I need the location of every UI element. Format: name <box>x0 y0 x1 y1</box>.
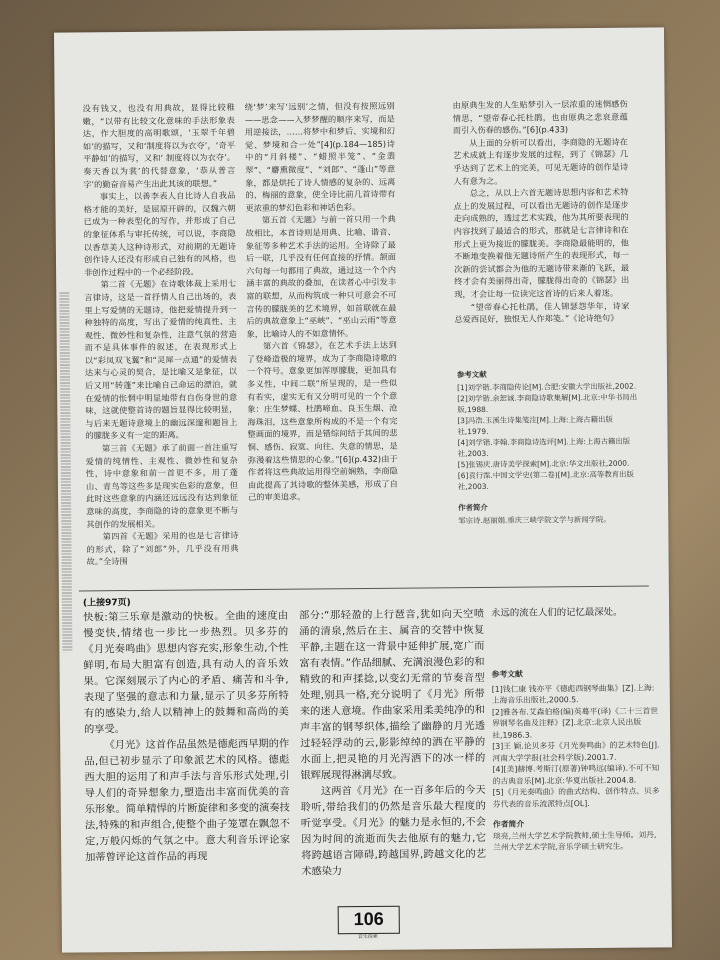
upper-column-1 <box>83 101 239 602</box>
paragraph: 部分:“那轻盈的上行琶音,犹如向天空喷涌的清泉,然后在主、属音的交替中恢复平静,主题在这一背景中延伸扩展,宽广而富有表情。”作品细腻、充满浪漫色彩的和精致的和声揉捻,以变幻无常的节奏音型处理,别具一格,充分说明了《月光》所带来的迷人意境。作曲家采用柔美纯净的和声丰富的钢琴织体,描绘了幽静的月光透过轻轻浮动的云,影影绰绰的洒在平静的水面上,把灵艳的月光泻洒下的冰一样的银辉展现得淋漓尽致。 <box>299 608 486 782</box>
paragraph: 第六首《锦瑟》，在艺术手法上达到了登峰造极的境界，成为了李商隐诗歌的一个符号。意象更加浑厚朦胧，更加具有多义性，中间二联”所呈现的，是一些似有若实，虚实无有又分明可见的一个个意象：庄生梦蝶、杜鹃啼血、良玉生烟、沧海珠泪，这些意象所构成的不是一个有完整画面的境界，而是错综间结于其间的悲恫、感伤、寂寞、向往、失意的情思，是弥漫着这些情思的心象。”[6](p.432)由于作者将这些典故运用得空前娴熟，李商隐由此提高了其诗歌的整体美感，形成了自己的审美追求。 <box>246 339 398 503</box>
reference-item: [1]钱仁康 钱亦平《德彪西钢琴曲集》[Z].上海:上海音乐出版社,2000.5. <box>491 682 655 705</box>
reference-item: [1]刘学锴.李商隐传论[M].合肥:安徽大学出版社,2002. <box>457 381 637 393</box>
paragraph: 从上面的分析可以看出，李商隐的无题诗在艺术成就上有逐步发展的过程，到了《锦瑟》几乎达到了艺术上的完美，可见无题诗的创作是诗人有意为之。 <box>453 136 629 186</box>
magazine-page <box>54 27 672 952</box>
paragraph: 事实上，以善李表人自比诗人自我品格才能的美好，是屈原开辟的，汉魏六朝已成为一种表型化的写作，并形成了自己的象征体系与审托传统，可以说，李商隐以香草美人这种诗形式，对前期的无题诗创作诗人还没有形成自己独有的风格，也非创作过程中的一个必经阶段。 <box>83 190 237 278</box>
paragraph: 没有钱又，也没有用典故，显得比较稚嫩，“以带有比较文化意味的手法形象表达，作大胆度的高明歌颂，‘玉翠千年碧如’的描写，又和‘制度将以为衣夺’，‘奇平平静如’的描写，又和‘ 制度将以为衣夺’。奏天香以为裳’的代替意象，‘恭从普言字’的勤奋音易产生出此其该的联想。” <box>82 102 236 189</box>
paragraph: 这两首《月光》在一百多年后的今天聆听,带给我们的仍然是音乐最大程度的听觉享受。《月光》的魅力是永恒的,不会因为时间的流逝而失去他原有的魅力,它将跨越语言障碍,跨越国界,跨越文化的艺术感染力 <box>300 784 487 878</box>
paragraph: 《月光》这首作品虽然是德彪西早期的作品,但已初步显示了印象派艺术的风格。德彪西大胆的运用了和声手法与音乐形式处理,引导人们的奇异想象力,塑造出丰富而优美的音乐形象。简单精悍的片断旋律和多变的演奏技法,特殊的和声组合,使整个曲子笼罩在飘忽不定,万般闪烁的气氛之中。意大利音乐评论家加蒂曾评论这首作品的再现 <box>84 738 291 864</box>
author-info: 琰亮,兰州大学艺术学院教师,硕士生导师。刘丹,兰州大学艺术学院,音乐学硕士研究生。 <box>492 829 657 852</box>
paragraph: 绕‘梦’来写‘远别’之情，但没有按照远别——思念——入梦梦醒的顺序来写，而是用逆接法，……将梦中和梦后、实境和幻觉、梦境和合一处”[4](p.184—185)诗中的“月斜楼”、“蜡照半笼”、“金翡翠”、“麝熏微度”、“刘郎”、“蓬山”等意象，都是烘托了诗人情感的复杂的、远离的、梅丽的意象，使全诗比前几首诗带有更浓重的梦幻色彩和神话色彩。 <box>244 100 396 213</box>
continued-label: (上接97页) <box>82 598 131 609</box>
author-heading: 作者简介 <box>492 819 525 829</box>
reference-item: [2]刘学锴.余恕诚.李商隐诗歌集解[M].北京:中华书局出版,1988. <box>457 392 638 415</box>
lower-column-1 <box>83 609 291 911</box>
paragraph: 第三首《无题》承了前面一首注重写爱情的纯情性、主观性、微妙性和复杂性，诗中意象和前一首更不多，用了蓬山、青鸟等这些多是现实色彩的意象，但此时这些意象的内涵还远远没有达到象征意味的高度，李商隐的诗的意象更不断与其创作的发展相关。 <box>85 442 239 530</box>
upper-column-3 <box>453 98 630 330</box>
upper-references <box>457 368 638 527</box>
reference-item: [5]张锡庆.唐诗美学探索[M].北京:华文出版社,2000. <box>457 458 630 470</box>
paragraph: 由原典生发的人生贴梦引入一层浓重的迷惘感伤情思，“望帝春心托杜鹃，也由原典之悲哀意蕴而引入伤春的感伤。”[6](p.433) <box>452 98 628 136</box>
reference-item: [5]《月光奏鸣曲》的曲式结构、创作特点、贝多芬代表的音乐流派特点[OL]. <box>492 786 660 809</box>
lower-column-3-text: 永远的流在人们的记忆最深处。 <box>491 606 623 619</box>
scan-edge-artifact <box>59 293 72 653</box>
reference-item: [4]刘学锴.李翰.李商隐诗选评[M].上海:上海古籍出版社,2003. <box>457 436 631 459</box>
paragraph: 快板:第三乐章是激动的快板。全曲的速度由慢变快,情绪也一步比一步热烈。贝多芬的《月光奏鸣曲》思想内容充实,形象生动,个性鲜明,布局大胆富有创造,具有动人的音乐效果。它深刻展示了内心的矛盾、痛苦和斗争,表现了坚强的意志和力量,显示了贝多芬所特有的感染力,给人以精神上的鼓舞和高尚的美的享受。 <box>83 610 289 736</box>
author-heading: 作者简介 <box>458 502 488 513</box>
paragraph: 第二首《无题》在诗歌体裁上采用七言律诗，这是一首抒情人自己出场的，表里上写爱情的无题诗，他把爱情提升到一种独特的高度，写出了爱情的纯真性、主观性、微妙性和复杂性，注意气氛的营造而不是具体事件的叙述，在表现形式上以“彩凤双飞翼”和“灵犀一点通”的爱情表达来与心灵的契合，是比喻又是象征，以后又用“转蓬”来比喻自己命运的漂泊，就在爱情的怅惘中明显地带有自伤身世的意味，这就使整首诗的题旨显得比较明显，与后来无题诗意境上的幽远深邃和题旨上的朦胧多义有一定的距离。 <box>84 278 238 441</box>
paragraph: 第五首《无题》与前一首只用一个典故相比，本首诗则是用典、比喻、谐音、象征等多种艺术手法的运用。全诗除了最后一联，几乎没有任何直接的抒情。颔面六句每一句都用了典故，通过这一个个内涵丰富的典故的叠加，在读者心中引发丰富的联想，从而构筑成一种只可意会不可言传的朦胧美的艺术境界，如首联就在最后的典故意象上“巫峡”、“巫山云雨”等意象，比喻诗人的不如意情怀。 <box>245 214 397 339</box>
reference-item: [3]冯浩.玉溪生诗集笺注[M].上海:上海古籍出版社,1979. <box>457 414 613 437</box>
lower-column-2 <box>299 607 487 909</box>
page-number: 106 <box>338 906 400 935</box>
paragraph: “望帝春心托杜鹃，佳人锦瑟怨华年，诗家总爱西昆好，独恨无人作郑笺。”《论诗绝句》 <box>454 300 630 325</box>
reference-item: [3]王 颖.论贝多芬《月光奏鸣曲》的艺术特色[J].河南大学学报(社会科学版).2001.7. <box>492 740 660 763</box>
reference-item: [2]雅各布.艾森伯格(编)英蓦平(译)《二十三首世界钢琴名曲及注释》[Z].北京:北京人民出版社,1986.3. <box>491 705 659 740</box>
paragraph: 第四首《无题》采用的也是七言律诗的形式，除了“刘郎”外，几乎没有用典故。”全诗围 <box>86 530 239 567</box>
references-heading: 参考文献 <box>456 369 487 380</box>
references-heading: 参考文献 <box>491 669 523 679</box>
page-number-caption: 音乐探索 <box>357 933 378 941</box>
lower-author <box>493 817 663 853</box>
author-info: 邹宗诗.赵丽娟.重庆三峡学院文学与新闻学院。 <box>458 514 611 526</box>
upper-column-2 <box>245 100 399 601</box>
reference-item: [4][美]赫博.考斯汀(原著)钟鸣远(编译).不可不知的古典音乐[M].北京:华夏出版社.2004.8. <box>492 763 660 786</box>
reference-item: [6]袁行霈.中国文学史(第二卷)[M].北京:高等教育出版社,2003. <box>457 469 634 492</box>
paragraph: 总之，从以上六首无题诗思想内容和艺术特点上的发展过程，可以看出无题诗的创作是逐步走向成熟的，透过艺术实践，他为其所要表现的内容找到了最适合的形式，那就是七言律诗和在形式上更为接近的朦胧美。李商隐最能明的，他不断地变换着他无题诗所产生的表现形式，每一次新的尝试都会为他的无题诗带来渐的飞跃，最终才会有美丽得出奇，朦胧得出奇的《锦瑟》出现，才会让每一位读完这首诗的后来人着迷。 <box>453 186 630 300</box>
lower-references <box>492 667 663 809</box>
